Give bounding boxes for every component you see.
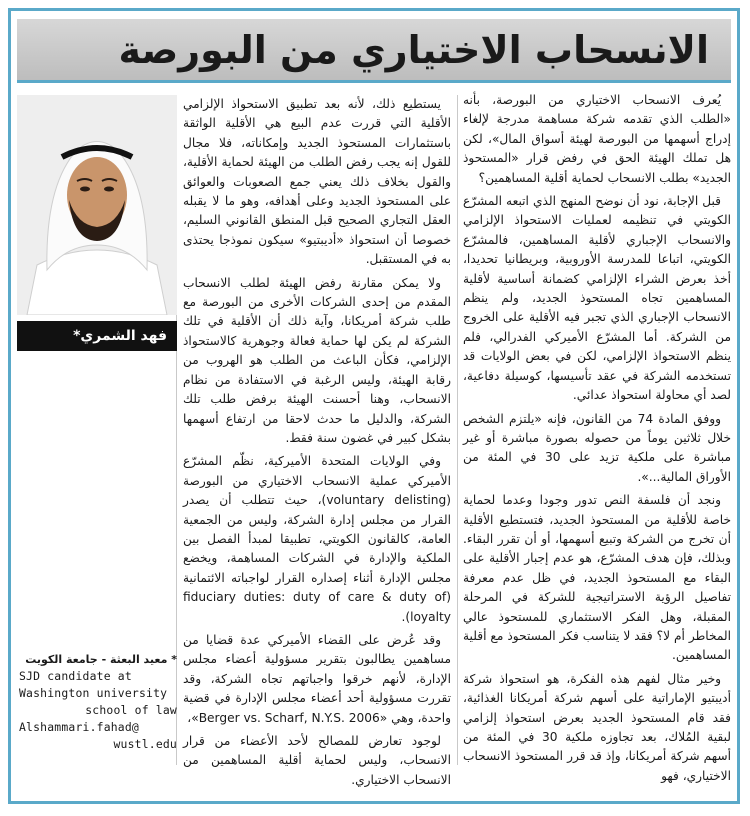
article-column-left <box>183 95 451 794</box>
paragraph: وقد عُرض على القضاء الأميركي عدة قضايا من مساهمين يطالبون بتقرير مسؤولية أعضاء مجلس الإدارة، لأنهم خرقوا واجباتهم تجاه الشركة، وقد تقررت مسؤولية أحد أعضاء مجلس الإدارة في قضية واحدة، وهي «Berger vs. Scharf, N.Y.S. 2006»، <box>183 632 451 725</box>
paragraph: يستطيع ذلك، لأنه بعد تطبيق الاستحواذ الإلزامي الأقلية التي قررت عدم البيع هي الأقلية الواثقة باستثمارات المستحوذ الجديد وإمكاناته، فلا مجال للقول إنه يجب رفض الطلب من الهيئة لحماية الأقلية، والقول بخلاف ذلك يعني جمع الصعوبات والعوائق على المستحوذ الجديد وعلى أهدافه، وهو ما لا يقبله العقل التجاري الصحيح قبل المنطق القانوني السليم، خصوصا أن استحواذ «أديبتيو» سيكون نموذجا يحتذى به في المستقبل. <box>183 97 451 267</box>
paragraph: ولا يمكن مقارنة رفض الهيئة لطلب الانسحاب المقدم من إحدى الشركات الأخرى من البورصة مع طلب شركة أمريكانا، وآية ذلك أن الأقلية في تلك الشركة لم يكن لها حماية فعالة وجوهرية كالاستحواذ الإلزامي، فكأن الباعث من الطلب هو الهروب من رقابة الهيئة، وليس الرغبة في الاستفادة من نظام الانسحاب، وهنا أحسنت الهيئة برفض طلب تلك الشركة، والدليل ما حدث لاحقا من ارتفاع أسهمها بشكل كبير في غضون سنة فقط. <box>183 275 451 445</box>
author-caption: فهد الشمري* <box>17 321 177 351</box>
column-divider <box>457 95 458 765</box>
article-column-right <box>463 91 731 790</box>
paragraph: يُعرف الانسحاب الاختياري من البورصة، بأنه «الطلب الذي تقدمه شركة مساهمة مدرجة لإلغاء إدراج أسهمها من البورصة لهيئة أسواق المال»، لكن هل تملك الهيئة الحق في رفض قرار «المستحوذ الجديد» بطلب الانسحاب لحماية أقلية المساهمين؟ <box>463 93 731 185</box>
author-email-domain[interactable]: wustl.edu <box>113 737 177 751</box>
article-page <box>8 8 740 804</box>
paragraph: وفي الولايات المتحدة الأميركية، نظّم المشرّع الأميركي عملية الانسحاب الاختياري من البورصة (voluntary delisting)، حيث تتطلب أن يصدر القرار من مجلس إدارة الشركة، وليس من الجمعية العامة، كالقانون الكويتي، تطبيقا لمبدأ الفصل بين الملكية والإدارة في الشركات المساهمة، ويخضع مجلس الإدارة أثناء إصداره القرار لواجباته الائتمانية (fiduciary duties: duty of care & duty of loyalty). <box>183 454 451 624</box>
paragraph: ووفق المادة 74 من القانون، فإنه «يلتزم الشخص خلال ثلاثين يوماً من حصوله بصورة مباشرة أو غير مباشرة على ملكية تزيد على 30 في المئة من الأوراق المالية...». <box>463 411 731 484</box>
paragraph: لوجود تعارض للمصالح لأحد الأعضاء من قرار الانسحاب، وليس لحماية أقلية المساهمين من الانسحاب الاختياري. <box>183 734 451 787</box>
paragraph: وخير مثال لفهم هذه الفكرة، هو استحواذ شركة أديبتيو الإماراتية على أسهم شركة أمريكانا الغذائية، فقد قام المستحوذ الجديد بعرض استحواذ إلزامي لبقية المُلاك، بعد تجاوزه ملكية 30 في المئة من أسهم شركة أمريكانا، وإذ قد قرر المستحوذ الانسحاب الاختياري، فهو <box>463 671 731 783</box>
paragraph: قبل الإجابة، نود أن نوضح المنهج الذي اتبعه المشرّع الكويتي في تنظيمه لعمليات الاستحواذ الإلزامي والانسحاب الإجباري لأقلية المساهمين، فالمشرّع الكويتي، اتباعا للمدرسة الأوروبية، وبريطانيا تحديدا، أخذ بعرض الشراء الإلزامي كضمانة أساسية لأقلية المساهمين تجاه المستحوذ الجديد، ولم ينظم الانسحاب الإجباري الذي تجبر فيه الأقلية على الخروج من الشركة. أما المشرّع الأميركي الفدرالي، فلم ينظم الاستحواذ الإلزامي، لكن في بعض الولايات قد تستخدمه الشركة في عقد تأسيسها، كوسيلة دفاعية، لصد أي محاولة استحواذ عدائي. <box>463 194 731 403</box>
author-email[interactable]: Alshammari.fahad@ <box>19 720 139 734</box>
bio-line: SJD candidate at <box>19 669 132 683</box>
author-bio <box>19 651 177 753</box>
bio-line: Washington university <box>19 686 168 700</box>
headline-banner <box>17 19 731 83</box>
author-portrait-icon <box>17 95 177 315</box>
article-headline: الانسحاب الاختياري من البورصة <box>118 28 709 72</box>
bio-line: school of law <box>85 703 177 717</box>
bio-arabic: * معيد البعثة - جامعة الكويت <box>25 653 177 666</box>
paragraph: ونجد أن فلسفة النص تدور وجودا وعدما لحماية خاصة للأقلية من المستحوذ الجديد، فتستطيع الأقلية أن تخرج من الشركة وتبيع أسهمها، أو أن تقرر البقاء. وبذلك، فإن هدف المشرّع، هو عدم إجبار الأقلية على البقاء مع المستحوذ الجديد، في ظل عدم معرفة تفاصيل الرؤية الاستراتيجية للشركة في المرحلة المقبلة، وهل الفكر الاستثماري للمستحوذ عالي المخاطر أم لا؟ فقد لا يتناسب فكر المستحوذ مع أقلية المساهمين. <box>463 493 731 663</box>
author-photo <box>17 95 177 315</box>
